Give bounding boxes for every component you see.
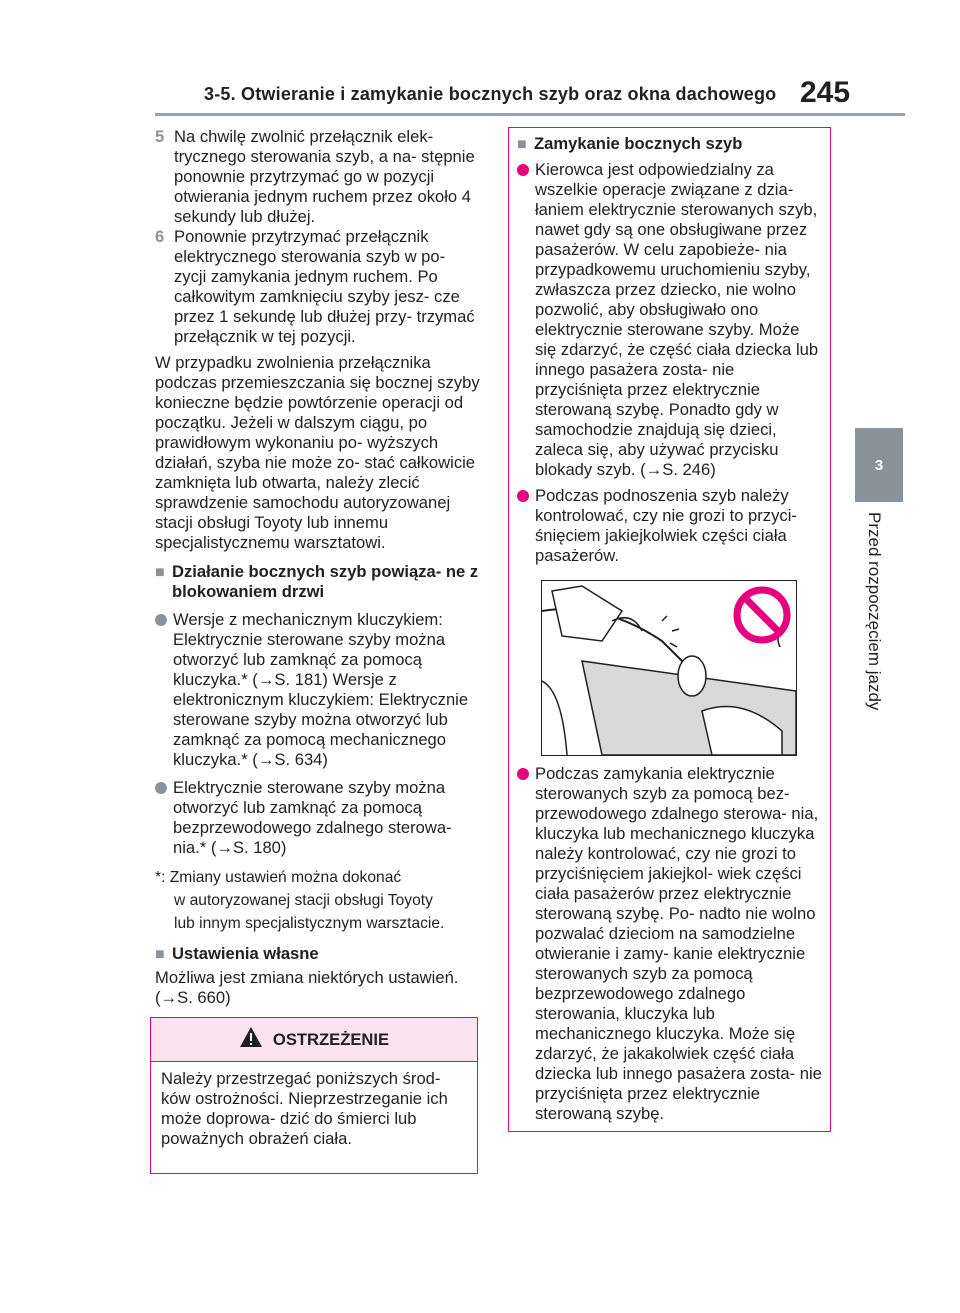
- body-paragraph: Możliwa jest zmiana niektórych ustawień. (→S. 660): [155, 968, 459, 1007]
- window-pinch-illustration: [541, 580, 797, 756]
- list-item: [155, 610, 480, 770]
- header-divider: [155, 113, 905, 116]
- body-paragraph: W przypadku zwolnienia przełącznika podczas przemieszczania się bocznej szyby konieczne będzie powtórzenie operacji od początku. Jeżeli w dalszym ciągu, po prawidłowym wykonaniu po- wyższych działań, szyba nie może zo- stać całkowicie zamknięta lub otwarta, należy zlecić sprawdzenie samochodu autoryzowanej stacji obsługi Toyoty lub innemu specjalistycznemu warsztatowi.: [155, 353, 480, 552]
- section-heading-door-lock: [155, 562, 480, 602]
- list-item-text: Podczas podnoszenia szyb należy kontrolować, czy nie grozi to przyci- śnięciem jakiejkolwiek części ciała pasażerów.: [535, 486, 797, 565]
- footnote: [155, 866, 480, 935]
- list-item: [155, 778, 480, 858]
- circle-bullet-icon: [517, 164, 529, 176]
- list-item-text: Wersje z mechanicznym kluczykiem: Elektrycznie sterowane szyby można otworzyć lub zamknąć za pomocą kluczyka.* (→S. 181) Wersje z elektronicznym kluczykiem: Elektrycznie sterowane szyby można otworzyć lub zamknąć za pomocą mechanicznego kluczyka.* (→S. 634): [173, 610, 469, 769]
- warning-header: [151, 1018, 477, 1062]
- circle-bullet-icon: [517, 490, 529, 502]
- step-text: Ponownie przytrzymać przełącznik elektrycznego sterowania szyb w po- zycji zamykania jednym ruchem. Po całkowitym zamknięciu szyby jesz- cze przez 1 sekundę lub dłużej przy- trzymać przełącznik w tej pozycji.: [174, 227, 475, 346]
- section-heading-closing-windows: [517, 134, 822, 154]
- footnote-line: w autoryzowanej stacji obsługi Toyoty: [174, 892, 433, 909]
- warning-title: OSTRZEŻENIE: [272, 1029, 390, 1049]
- square-bullet-icon: ■: [517, 136, 527, 153]
- square-bullet-icon: ■: [155, 564, 165, 581]
- chapter-title: Przed rozpoczęciem jazdy: [865, 512, 884, 711]
- warning-triangle-icon: [239, 1026, 263, 1053]
- list-item: [517, 764, 822, 1124]
- left-column: [155, 127, 480, 1008]
- step-6: [155, 227, 480, 347]
- prohibition-sign-icon: [732, 585, 792, 650]
- page-number: 245: [800, 76, 851, 109]
- list-item-text: Elektrycznie sterowane szyby można otworzyć lub zamknąć za pomocą bezprzewodowego zdalnego sterowa- nia.* (→S. 180): [173, 778, 452, 857]
- footnote-line: *: Zmiany ustawień można dokonać: [155, 869, 402, 886]
- footnote-line: lub innym specjalistycznym warsztacie.: [174, 915, 445, 932]
- section-title: 3-5. Otwieranie i zamykanie bocznych szyb oraz okna dachowego: [204, 84, 777, 104]
- heading-text: Zamykanie bocznych szyb: [534, 134, 743, 153]
- circle-bullet-icon: [517, 768, 529, 780]
- list-item: [517, 486, 822, 566]
- circle-bullet-icon: [155, 782, 167, 794]
- step-number: 6: [155, 227, 165, 246]
- warning-text: Należy przestrzegać poniższych środ- ków ostrożności. Nieprzestrzeganie ich może doprowa- dzić do śmierci lub poważnych obrażeń ciała.: [161, 1069, 448, 1148]
- step-5: [155, 127, 480, 227]
- list-item-text: Kierowca jest odpowiedzialny za wszelkie operacje związane z dzia- łaniem elektrycznie sterowanych szyb, nawet gdy są one obsługiwane przez pasażerów. W celu zapobieże- nia przypadkowemu uruchomieniu szyby, zwłaszcza przez dziecko, nie wolno pozwolić, aby obsługiwało ono elektrycznie sterowane szyby. Może się zdarzyć, że część ciała dziecka lub innego pasażera zosta- nie przyciśnięta przez elektrycznie sterowaną szybę. Ponadto gdy w samochodzie znajdują się dzieci, zaleca się, aby używać przycisku blokady szyb. (→S. 246): [535, 160, 819, 479]
- warning-detail-box: [508, 127, 831, 1132]
- list-item: [517, 160, 822, 480]
- heading-text: Ustawienia własne: [172, 944, 319, 963]
- step-text: Na chwilę zwolnić przełącznik elek- trycznego sterowania szyb, a na- stępnie ponownie przytrzymać go w pozycji otwierania jednym ruchem przez około 4 sekundy lub dłużej.: [174, 127, 475, 226]
- list-item-text: Podczas zamykania elektrycznie sterowanych szyb za pomocą bez- przewodowego zdalnego sterowa- nia, kluczyka lub mechanicznego kluczyka należy kontrolować, czy nie grozi to przyciśnięciem jakiejkol- wiek części ciała pasażerów przez elektrycznie sterowaną szybę. Po- nadto nie wolno pozwalać dzieciom na samodzielne otwieranie i zamy- kanie elektrycznie sterowanych szyb za pomocą bezprzewodowego zdalnego sterowania, kluczyka lub mechanicznego kluczyka. Może się zdarzyć, że jakakolwiek część ciała dziecka lub innego pasażera zosta- nie przyciśnięta przez elektrycznie sterowaną szybę.: [535, 764, 822, 1123]
- square-bullet-icon: ■: [155, 946, 165, 963]
- section-heading-custom-settings: [155, 944, 480, 964]
- heading-text: Działanie bocznych szyb powiąza- ne z blokowaniem drzwi: [172, 562, 479, 601]
- warning-box: [150, 1017, 478, 1174]
- step-number: 5: [155, 127, 165, 146]
- chapter-tab: 3: [855, 428, 903, 502]
- circle-bullet-icon: [155, 614, 167, 626]
